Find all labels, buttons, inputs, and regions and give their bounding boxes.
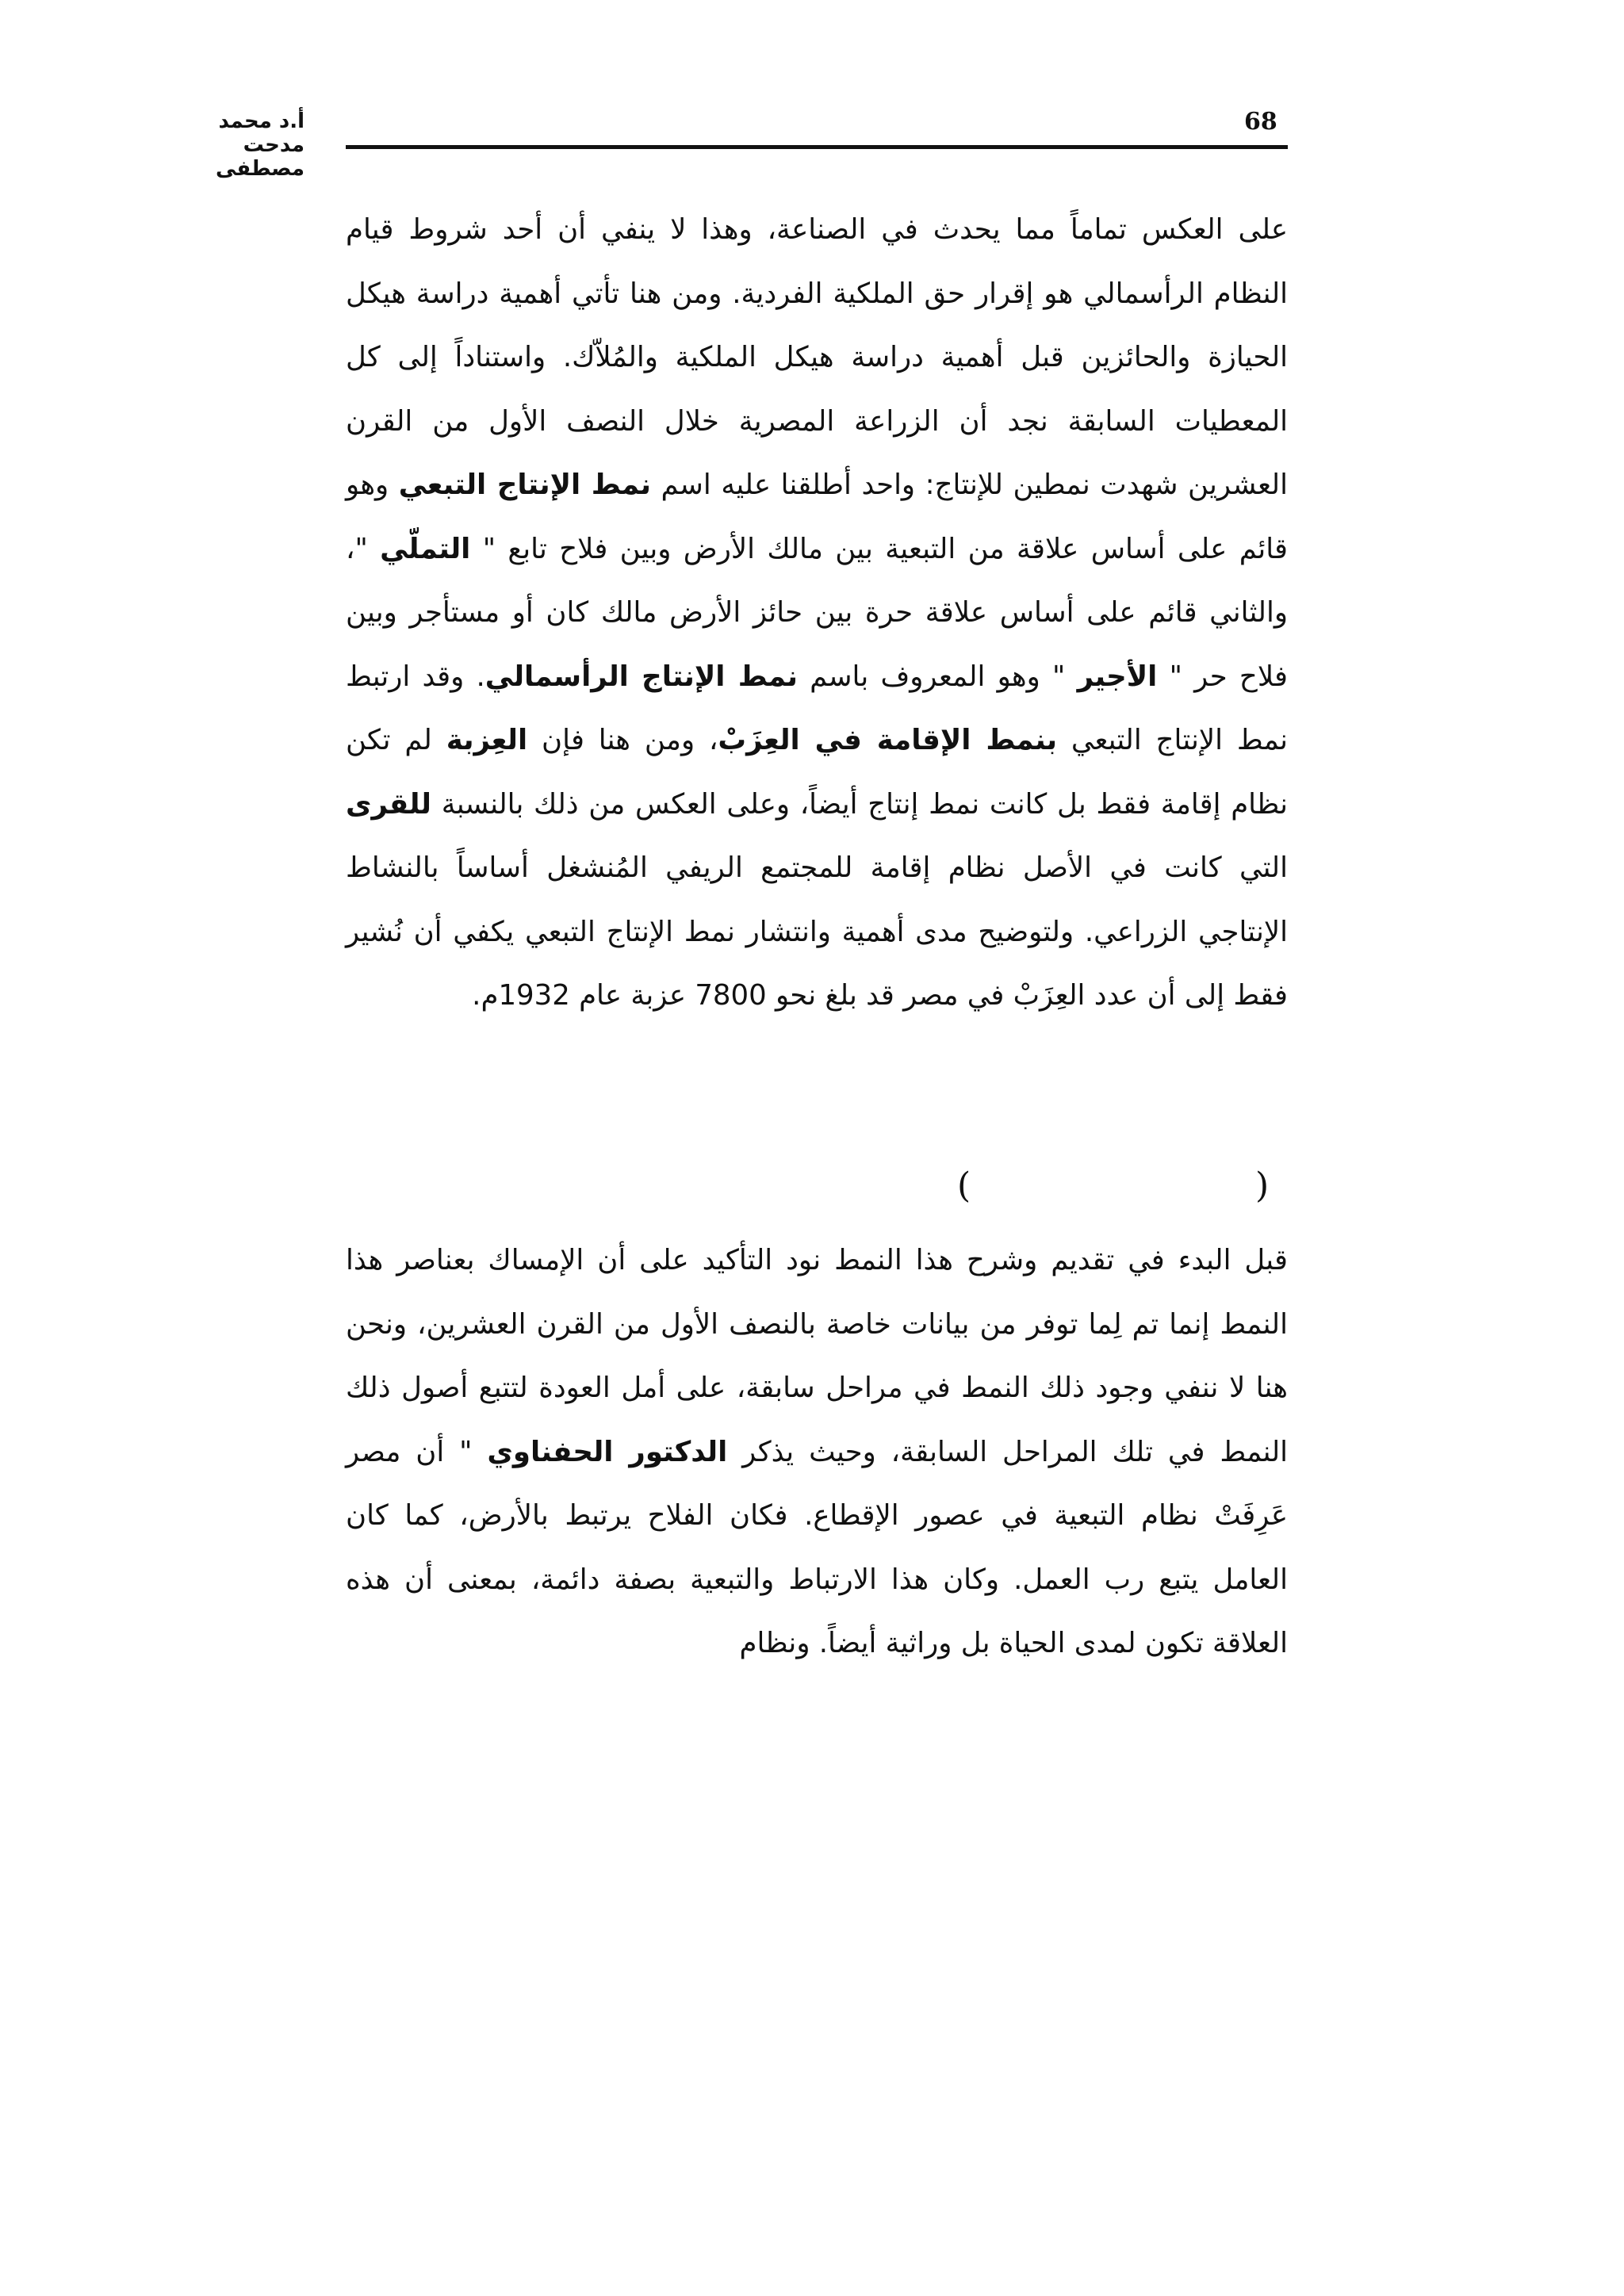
paragraph-text — [346, 1229, 1288, 1676]
bold-term: الأجير — [1077, 660, 1158, 693]
section-heading — [346, 1165, 1288, 1221]
heading-paren-close: ( — [957, 1165, 971, 1206]
text-run: " وهو المعروف باسم — [797, 660, 1078, 693]
text-run: "، والثاني قائم على أساس علاقة حرة بين حائز الأرض مالك كان أو مستأجر وبين فلاح حر " — [346, 532, 1288, 693]
bold-term: نمط الإنتاج الرأسمالي — [485, 660, 798, 693]
page-header — [215, 105, 1288, 181]
bold-term: نمط الإنتاج التبعي — [398, 469, 651, 501]
bold-term: للقرى — [346, 787, 431, 821]
text-run: التي كانت في الأصل نظام إقامة للمجتمع الريفي المُنشغل أساساً بالنشاط الإنتاجي الزراعي. ولتوضيح مدى أهمية وانتشار نمط الإنتاج التبعي يكفي أن نُشير فقط إلى أن عدد العِزَبْ في مصر قد بلغ نحو 7800 عزبة عام 1932م. — [346, 851, 1288, 1012]
bold-term: بنمط الإقامة في العِزَبْ — [718, 724, 1058, 756]
page-number: 68 — [1244, 108, 1277, 136]
text-run: " أن مصر عَرِفَتْ نظام التبعية في عصور الإقطاع. فكان الفلاح يرتبط بالأرض، كما كان العامل يتبع رب العمل. وكان هذا الارتباط والتبعية بصفة دائمة، بمعنى أن هذه العلاقة تكون لمدى الحياة بل وراثية أيضاً. ونظام — [346, 1435, 1288, 1659]
body-paragraph-1 — [346, 198, 1288, 1028]
body-paragraph-2 — [346, 1229, 1288, 1676]
text-run: وهو قائم على أساس علاقة من التبعية بين مالك الأرض وبين فلاح تابع " — [346, 469, 1288, 565]
bold-term: الدكتور الحفناوي — [487, 1435, 728, 1468]
author-name: أ.د محمد مدحت مصطفى — [215, 109, 304, 181]
text-run: قبل البدء في تقديم وشرح هذا النمط نود التأكيد على أن الإمساك بعناصر هذا النمط إنما تم لِما توفر من بيانات خاصة بالنصف الأول من القرن العشرين، ونحن هنا لا ننفي وجود ذلك النمط في مراحل سابقة، على أمل العودة لتتبع أصول ذلك النمط في تلك المراحل السابقة، وحيث يذكر — [346, 1244, 1288, 1468]
text-run: . وقد ارتبط نمط الإنتاج التبعي — [346, 660, 1288, 756]
bold-term: العِزبة — [446, 724, 528, 756]
text-run: ، ومن هنا فإن — [527, 724, 718, 756]
bold-term: التملّي — [380, 532, 471, 565]
header-rule — [346, 145, 1288, 149]
text-run: على العكس تماماً مما يحدث في الصناعة، وهذا لا ينفي أن أحد شروط قيام النظام الرأسمالي هو إقرار حق الملكية الفردية. ومن هنا تأتي أهمية دراسة هيكل الحيازة والحائزين قبل أهمية دراسة هيكل الملكية والمُلاّك. واستناداً إلى كل المعطيات السابقة نجد أن الزراعة المصرية خلال النصف الأول من القرن العشرين شهدت نمطين للإنتاج: واحد أطلقنا عليه اسم — [346, 213, 1288, 501]
text-run: لم تكن نظام إقامة فقط بل كانت نمط إنتاج أيضاً، وعلى العكس من ذلك بالنسبة — [346, 724, 1288, 821]
heading-paren-open: ) — [1255, 1165, 1270, 1206]
paragraph-text — [346, 198, 1288, 1028]
